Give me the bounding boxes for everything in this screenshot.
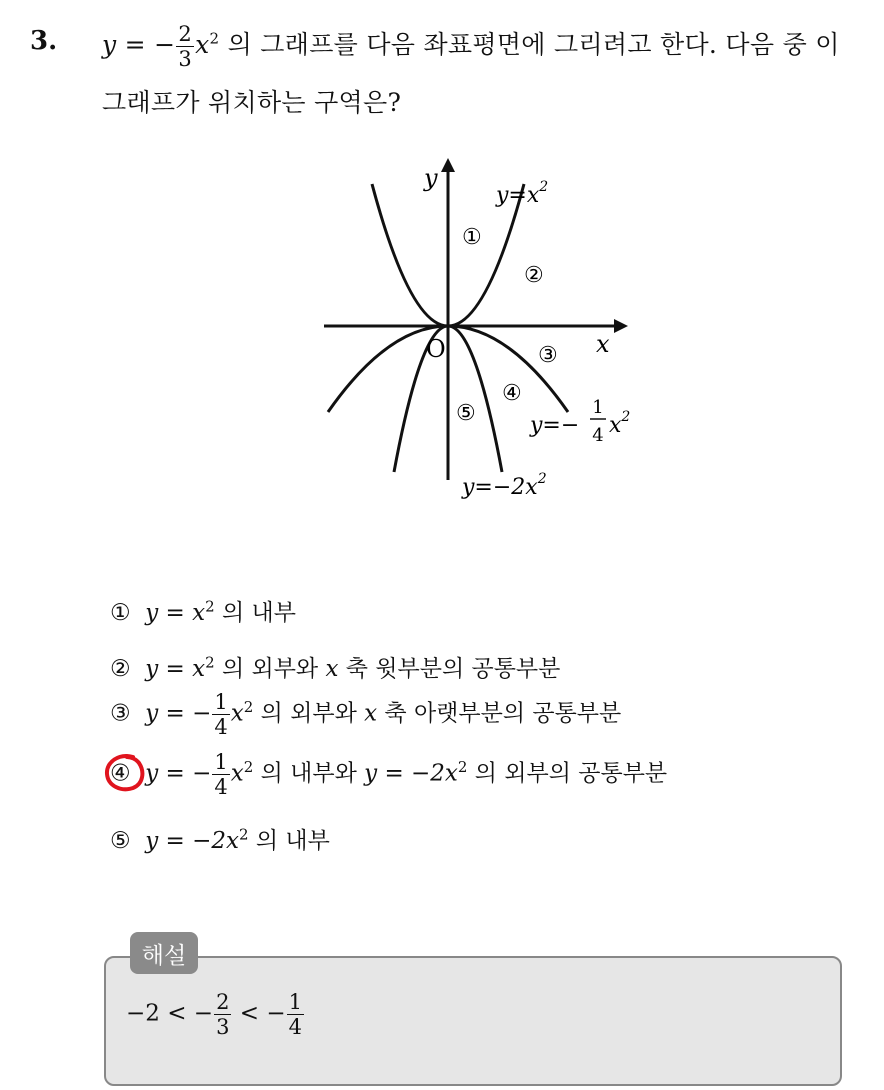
curve-y-quarter-label-text: y=− (530, 413, 580, 438)
choice-1-number: ① (110, 600, 131, 626)
curve-y-x2-label-exp: 2 (539, 179, 549, 195)
curve-y-x2-label (495, 179, 548, 208)
x-axis-label: x (596, 330, 610, 358)
choice-3-text: 축 아랫부분의 공통부분 (377, 700, 622, 727)
question-text-line-1 (102, 22, 840, 71)
curve-y-2x2-label-text: y=−2x (462, 475, 538, 500)
solution-fraction-1 (214, 990, 231, 1039)
choice-3[interactable] (110, 690, 621, 739)
curve-y-quarter-label-exp: 2 (621, 409, 631, 425)
curve-y-quarter-label-var-x: x (609, 413, 622, 438)
choice-4-fraction (212, 750, 229, 799)
choice-3-number: ③ (110, 700, 131, 727)
choice-4-number: ④ (110, 760, 131, 787)
curve-y-quarter-label-numerator: 1 (592, 397, 604, 418)
choice-1-eq: y = x (145, 600, 206, 626)
question-fraction (176, 22, 194, 71)
choice-3-fraction (212, 690, 229, 739)
parabola-graph (300, 150, 660, 510)
choice-2[interactable] (110, 650, 560, 683)
question-fraction-numerator: 2 (178, 22, 193, 46)
choice-4-numerator: 1 (214, 750, 228, 774)
choice-4-eq: y = − (145, 760, 212, 787)
y-axis-arrow-icon (441, 158, 455, 172)
curve-y-2x2-label (461, 471, 547, 500)
origin-label: O (426, 335, 446, 363)
choice-4-text: 의 외부의 공통부분 (467, 760, 668, 787)
choice-5[interactable] (110, 822, 330, 855)
choice-1-text: 의 내부 (214, 600, 296, 626)
x-axis-arrow-icon (614, 319, 628, 333)
choice-4-denominator: 4 (214, 775, 228, 799)
choice-3-numerator: 1 (214, 690, 228, 714)
curve-y-x2-label-text: y=x (496, 183, 540, 208)
choice-5-eq: y = −2x (145, 828, 240, 854)
choice-4-eq2: y = −2x (364, 760, 458, 787)
region-label-3: ③ (538, 343, 558, 368)
choice-2-number: ② (110, 656, 131, 682)
region-label-5: ⑤ (456, 401, 476, 426)
choice-3-var: x (230, 700, 244, 727)
question-eq-exponent: 2 (209, 29, 220, 48)
question-fraction-denominator: 3 (178, 47, 193, 71)
choice-4-text-mid: 의 내부와 (253, 760, 365, 787)
y-axis-label: y (424, 164, 438, 192)
question-text: 의 그래프를 다음 좌표평면에 그리려고 한다. 다음 중 이 (219, 30, 840, 59)
choice-3-exp: 2 (243, 697, 254, 716)
choice-5-number: ⑤ (110, 828, 131, 854)
curve-y-2x2-label-exp: 2 (537, 471, 547, 487)
choice-2-text-mid: 의 외부와 (214, 656, 326, 682)
choice-1-exp: 2 (205, 597, 215, 616)
answer-mark-circle (103, 752, 147, 794)
choice-3-denominator: 4 (214, 715, 228, 739)
choice-4-var: x (230, 760, 244, 787)
region-label-4: ④ (502, 381, 522, 406)
choice-4-exp2: 2 (457, 757, 468, 776)
question-text-line-2: 그래프가 위치하는 구역은? (102, 88, 402, 117)
choice-2-xvar: x (325, 656, 339, 682)
solution-expr-part-a: −2 < − (126, 1000, 214, 1027)
solution-expr-part-b: < − (232, 1000, 286, 1027)
solution-fraction-2 (287, 990, 304, 1039)
solution-fraction-1-numerator: 2 (216, 990, 230, 1014)
question-eq-var: x (195, 30, 210, 59)
solution-expression (126, 990, 305, 1039)
solution-fraction-2-numerator: 1 (288, 990, 302, 1014)
choice-3-text-mid: 의 외부와 (253, 700, 365, 727)
region-label-2: ② (524, 263, 544, 288)
choice-4-exp: 2 (243, 757, 254, 776)
curve-y-quarter-label-var (609, 409, 630, 438)
region-label-1: ① (462, 225, 482, 250)
choice-2-eq: y = x (145, 656, 206, 682)
choice-1[interactable] (110, 594, 296, 627)
question-number: 3. (30, 26, 58, 56)
choice-3-eq: y = − (145, 700, 212, 727)
choice-5-text: 의 내부 (248, 828, 330, 854)
choice-2-exp: 2 (205, 653, 215, 672)
question-eq-prefix: y = − (102, 30, 176, 59)
choice-5-exp: 2 (239, 825, 249, 844)
choice-2-text: 축 윗부분의 공통부분 (338, 656, 561, 682)
solution-fraction-1-denominator: 3 (216, 1015, 230, 1039)
choice-4[interactable] (110, 750, 667, 799)
curve-y-quarter-label-denominator: 4 (592, 425, 604, 446)
solution-tab: 해설 (130, 932, 198, 974)
choice-3-xvar: x (364, 700, 378, 727)
solution-fraction-2-denominator: 4 (288, 1015, 302, 1039)
